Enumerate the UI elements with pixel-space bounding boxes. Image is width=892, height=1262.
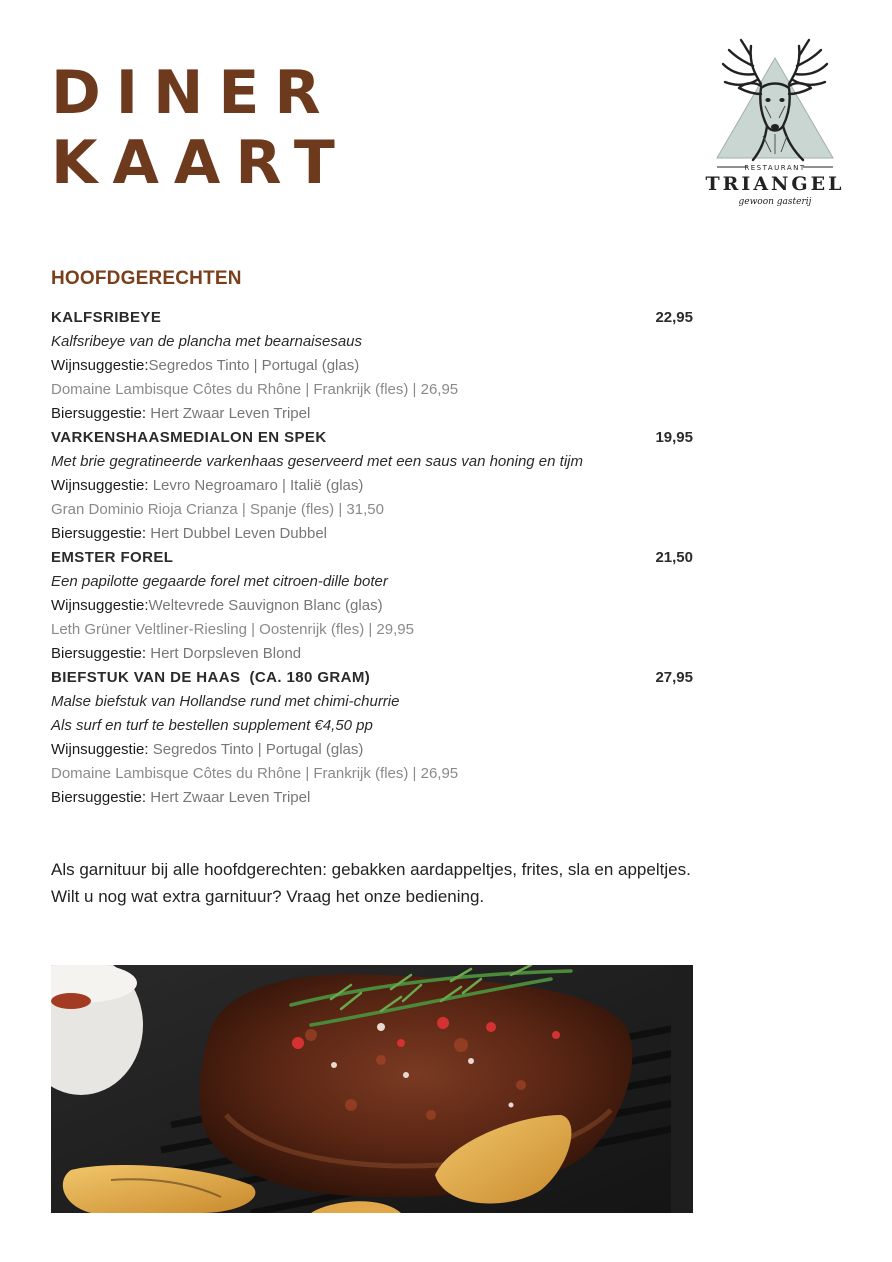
grilled-steak-photo (51, 965, 693, 1213)
section-heading: HOOFDGERECHTEN (51, 268, 242, 289)
page-title (51, 58, 350, 198)
dish-header (51, 666, 693, 690)
dish-header (51, 306, 693, 330)
wine-bottle: Leth Grüner Veltliner-Riesling | Oostenrijk (fles) | 29,95 (51, 621, 414, 638)
wine-glass: Weltevrede Sauvignon Blanc (glas) (148, 597, 383, 614)
garnish-note: Als garnituur bij alle hoofdgerechten: gebakken aardappeltjes, frites, sla en appeltjes. Wilt u nog wat extra garnituur? Vraag het onze bediening. (51, 860, 691, 906)
dish-item (51, 666, 693, 810)
beer-label: Biersuggestie: (51, 789, 147, 806)
dish-description: Een papilotte gegaarde forel met citroen-dille boter (51, 573, 388, 590)
dish-header (51, 426, 693, 450)
dish-name: KALFSRIBEYE (51, 309, 162, 326)
wine-bottle: Domaine Lambisque Côtes du Rhône | Frankrijk (fles) | 26,95 (51, 381, 459, 398)
wine-glass: Levro Negroamaro | Italië (glas) (152, 477, 364, 494)
wine-label: Wijnsuggestie: (51, 477, 149, 494)
beer-value: Hert Zwaar Leven Tripel (150, 789, 311, 806)
dish-price: 21,50 (655, 549, 693, 566)
wine-suggestion (51, 738, 693, 762)
restaurant-logo (695, 36, 855, 211)
dish-name: BIEFSTUK VAN DE HAAS (CA. 180 GRAM) (51, 669, 371, 686)
dish-description: Kalfsribeye van de plancha met bearnaisesaus (51, 333, 363, 350)
logo-top-text: RESTAURANT (744, 164, 806, 172)
deer-head-icon (695, 36, 855, 211)
beer-label: Biersuggestie: (51, 405, 147, 422)
dish-header (51, 546, 693, 570)
beer-label: Biersuggestie: (51, 645, 147, 662)
title-line-1: DINER (51, 58, 336, 128)
dish-name: EMSTER FOREL (51, 549, 174, 566)
beer-value: Hert Dubbel Leven Dubbel (150, 525, 328, 542)
wine-bottle: Domaine Lambisque Côtes du Rhône | Frankrijk (fles) | 26,95 (51, 765, 459, 782)
dish-name: VARKENSHAASMEDIALON EN SPEK (51, 429, 327, 446)
title-line-2: KAART (51, 128, 350, 198)
dish-list (51, 306, 693, 810)
dish-price: 22,95 (655, 309, 693, 326)
beer-value: Hert Dorpsleven Blond (150, 645, 302, 662)
wine-suggestion (51, 354, 693, 378)
dish-description: Met brie gegratineerde varkenhaas geserveerd met een saus van honing en tijm (51, 453, 583, 470)
wine-glass: Segredos Tinto | Portugal (glas) (148, 357, 360, 374)
dish-item (51, 306, 693, 426)
dish-description-extra: Als surf en turf te bestellen supplement €4,50 pp (51, 717, 373, 734)
wine-label: Wijnsuggestie: (51, 741, 149, 758)
logo-name: TRIANGEL (705, 173, 845, 195)
logo-tagline: gewoon gasterij (738, 197, 812, 207)
wine-label: Wijnsuggestie: (51, 597, 149, 614)
beer-suggestion (51, 402, 693, 426)
dish-price: 19,95 (655, 429, 693, 446)
dish-item (51, 426, 693, 546)
wine-suggestion (51, 474, 693, 498)
dish-item (51, 546, 693, 666)
wine-glass: Segredos Tinto | Portugal (glas) (152, 741, 364, 758)
beer-suggestion (51, 642, 693, 666)
wine-suggestion (51, 594, 693, 618)
wine-bottle: Gran Dominio Rioja Crianza | Spanje (fles) | 31,50 (51, 501, 384, 518)
beer-label: Biersuggestie: (51, 525, 147, 542)
beer-value: Hert Zwaar Leven Tripel (150, 405, 311, 422)
dish-price: 27,95 (655, 669, 693, 686)
wine-label: Wijnsuggestie: (51, 357, 149, 374)
beer-suggestion (51, 522, 693, 546)
beer-suggestion (51, 786, 693, 810)
dish-description: Malse biefstuk van Hollandse rund met chimi-churrie (51, 693, 400, 710)
